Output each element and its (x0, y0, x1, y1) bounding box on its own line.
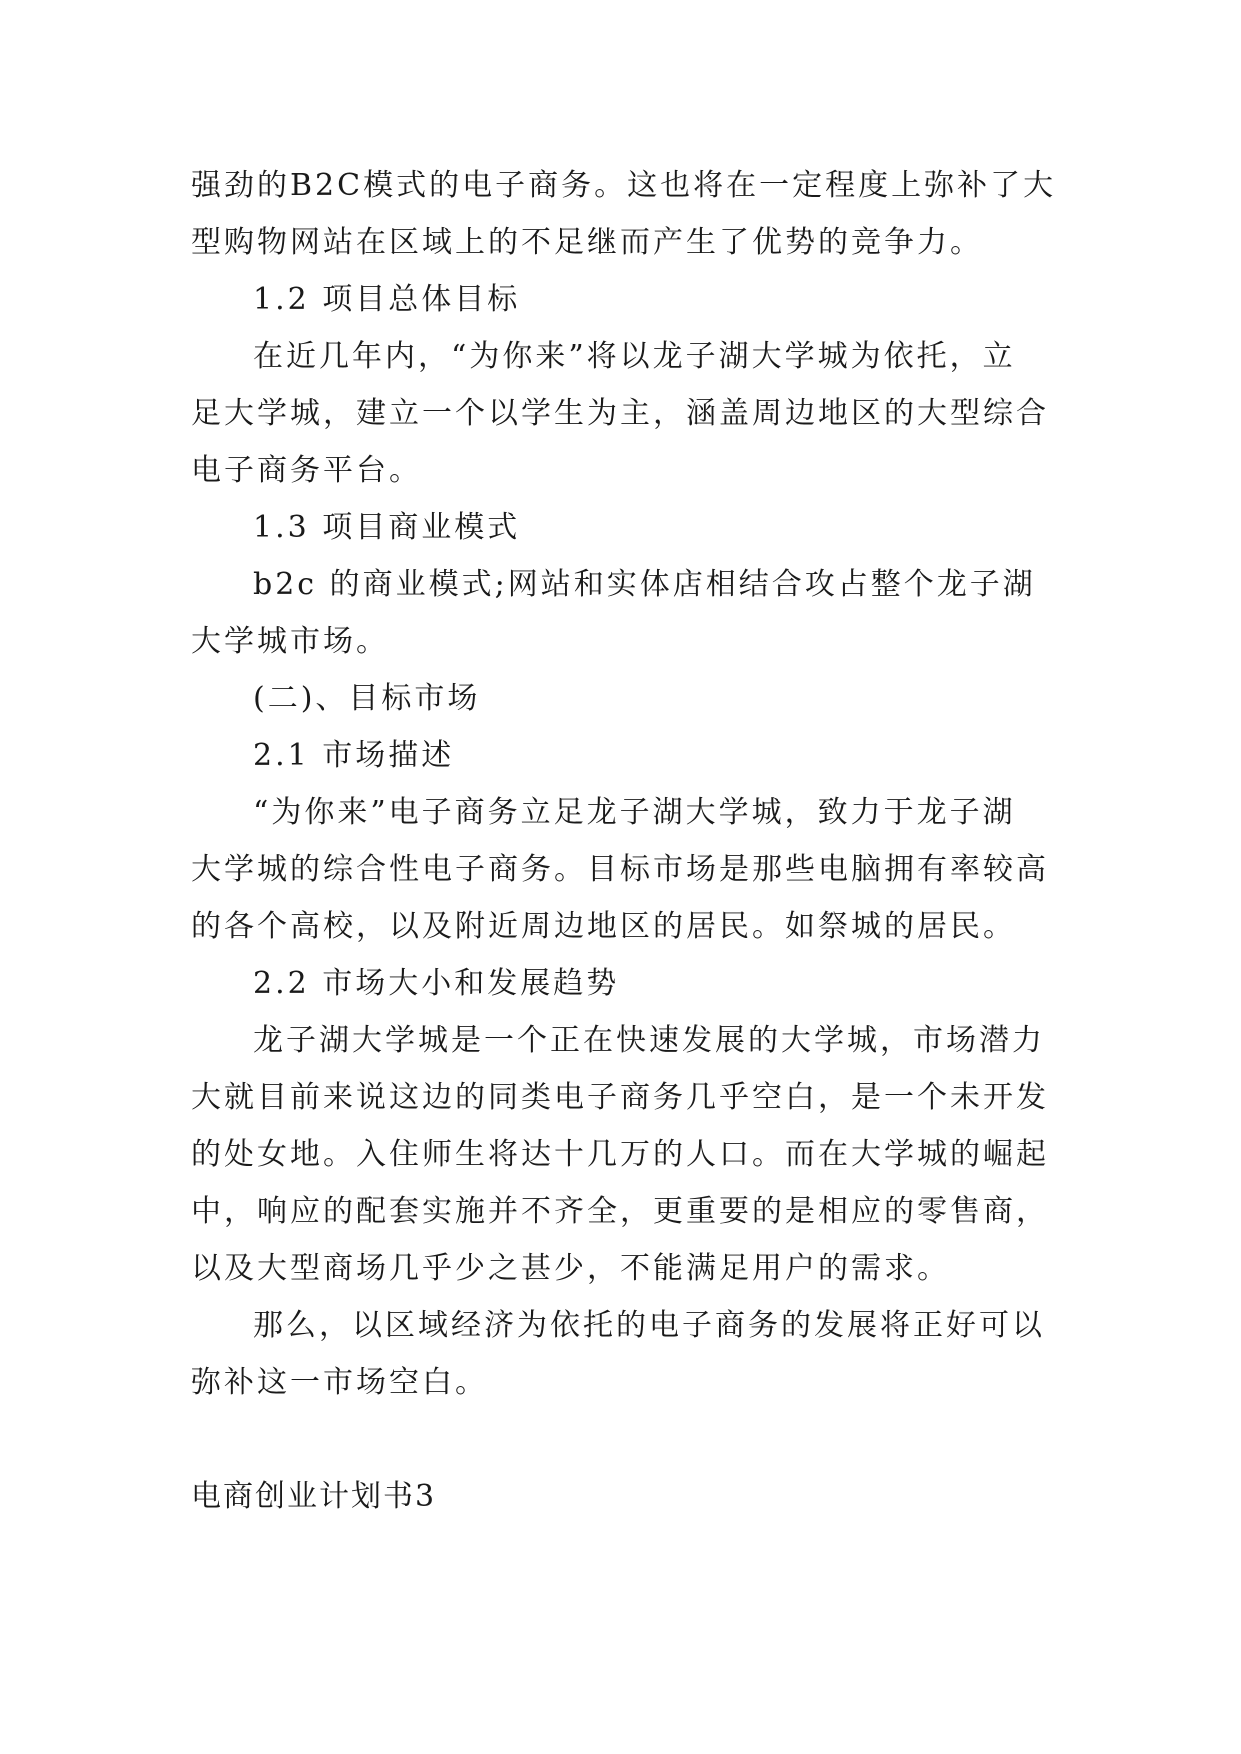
paragraph-line: b2c 的商业模式;网站和实体店相结合攻占整个龙子湖 (253, 567, 1036, 602)
paragraph-line: 的处女地。入住师生将达十几万的人口。而在大学城的崛起 (191, 1137, 1049, 1172)
paragraph-line: 龙子湖大学城是一个正在快速发展的大学城，市场潜力 (253, 1023, 1045, 1058)
paragraph-line: 以及大型商场几乎少之甚少，不能满足用户的需求。 (191, 1251, 950, 1286)
paragraph-line: 中，响应的配套实施并不齐全，更重要的是相应的零售商， (191, 1194, 1049, 1229)
section-heading: 1.2 项目总体目标 (253, 282, 521, 317)
paragraph-line: 电子商务平台。 (191, 453, 422, 488)
paragraph-line: 在近几年内，“为你来”将以龙子湖大学城为依托，立 (253, 339, 1016, 374)
paragraph-line: 大就目前来说这边的同类电子商务几乎空白，是一个未开发 (191, 1080, 1049, 1115)
paragraph-line: “为你来”电子商务立足龙子湖大学城，致力于龙子湖 (253, 795, 1016, 830)
section-heading: 2.1 市场描述 (253, 738, 455, 773)
paragraph-line: 大学城的综合性电子商务。目标市场是那些电脑拥有率较高 (191, 852, 1049, 887)
section-heading: 1.3 项目商业模式 (253, 510, 521, 545)
section-title: 电商创业计划书3 (191, 1479, 437, 1514)
paragraph-line: 那么，以区域经济为依托的电子商务的发展将正好可以 (253, 1308, 1045, 1343)
section-heading: (二)、目标市场 (253, 681, 481, 716)
section-heading: 2.2 市场大小和发展趋势 (253, 966, 620, 1001)
paragraph-line: 强劲的B2C模式的电子商务。这也将在一定程度上弥补了大 (191, 168, 1057, 203)
paragraph-line: 足大学城，建立一个以学生为主，涵盖周边地区的大型综合 (191, 396, 1049, 431)
paragraph-line: 弥补这一市场空白。 (191, 1365, 488, 1400)
paragraph-line: 型购物网站在区域上的不足继而产生了优势的竞争力。 (191, 225, 983, 260)
paragraph-line: 大学城市场。 (191, 624, 389, 659)
paragraph-line: 的各个高校，以及附近周边地区的居民。如祭城的居民。 (191, 909, 1016, 944)
